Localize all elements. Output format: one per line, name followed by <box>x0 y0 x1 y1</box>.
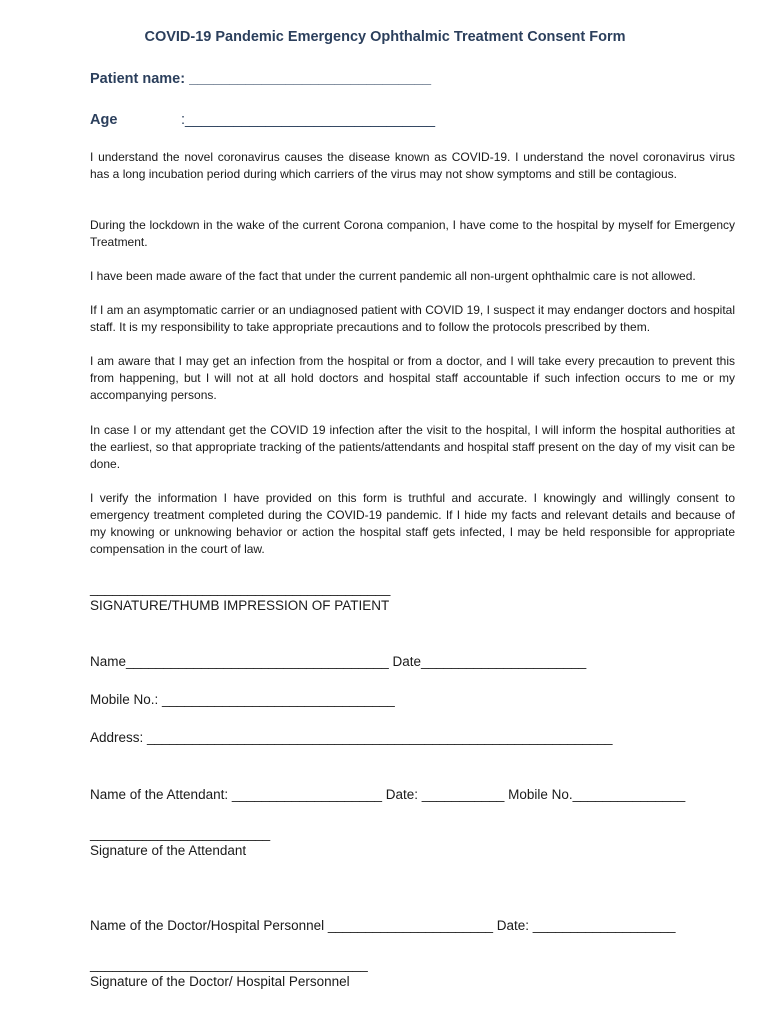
paragraph-non-urgent: I have been made aware of the fact that under the current pandemic all non-urgent ophthalmic care is not allowed. <box>90 269 696 283</box>
paragraph-tracking: In case I or my attendant get the COVID 19 infection after the visit to the hospital, I will inform the hospital authorities at the earliest, so that appropriate tracking of the patients/attendants and hospital staff present on the day of my visit can be done. <box>90 423 735 471</box>
patient-signature-line[interactable]: ________________________________________ <box>90 581 391 596</box>
address-field[interactable]: Address: ______________________________________________________________ <box>90 730 613 745</box>
form-title: COVID-19 Pandemic Emergency Ophthalmic Treatment Consent Form <box>144 29 626 45</box>
paragraph-infection-risk: I am aware that I may get an infection from the hospital or from a doctor, and I will take every precaution to prevent this from happening, but I will not at all hold doctors and hospital staff accountable if such infection occurs to me or my accompanying persons. <box>90 354 735 402</box>
paragraph-lockdown: During the lockdown in the wake of the current Corona companion, I have come to the hospital by myself for Emergency Treatment. <box>90 218 735 249</box>
age-field[interactable]: :_______________________________ <box>181 112 436 128</box>
mobile-field[interactable]: Mobile No.: _______________________________ <box>90 692 395 707</box>
paragraph-asymptomatic: If I am an asymptomatic carrier or an undiagnosed patient with COVID 19, I suspect it may endanger doctors and hospital staff. It is my responsibility to take appropriate precautions and to follow the protocols prescribed by them. <box>90 303 735 334</box>
name-date-field[interactable]: Name___________________________________ Date______________________ <box>90 654 587 669</box>
paragraph-incubation: I understand the novel coronavirus causes the disease known as COVID-19. I understand the novel coronavirus virus has a long incubation period during which carriers of the virus may not show symptoms and still be contagious. <box>90 150 735 181</box>
doctor-signature-label: Signature of the Doctor/ Hospital Personnel <box>90 974 350 989</box>
patient-signature-label: SIGNATURE/THUMB IMPRESSION OF PATIENT <box>90 598 390 613</box>
patient-name-field[interactable]: Patient name: ______________________________ <box>90 71 432 87</box>
attendant-field[interactable]: Name of the Attendant: ____________________ Date: ___________ Mobile No._______________ <box>90 787 686 802</box>
attendant-signature-label: Signature of the Attendant <box>90 843 247 858</box>
doctor-signature-line[interactable]: _____________________________________ <box>90 957 368 972</box>
attendant-signature-line[interactable]: ________________________ <box>90 826 271 841</box>
doctor-name-date-field[interactable]: Name of the Doctor/Hospital Personnel ______________________ Date: ___________________ <box>90 918 676 933</box>
paragraph-verification: I verify the information I have provided on this form is truthful and accurate. I knowingly and willingly consent to emergency treatment completed during the COVID-19 pandemic. If I hide my facts and relevant details and because of my knowing or unknowing behavior or action the hospital staff gets infected, I may be held responsible for appropriate compensation in the court of law. <box>90 491 735 556</box>
age-label: Age <box>90 112 118 128</box>
